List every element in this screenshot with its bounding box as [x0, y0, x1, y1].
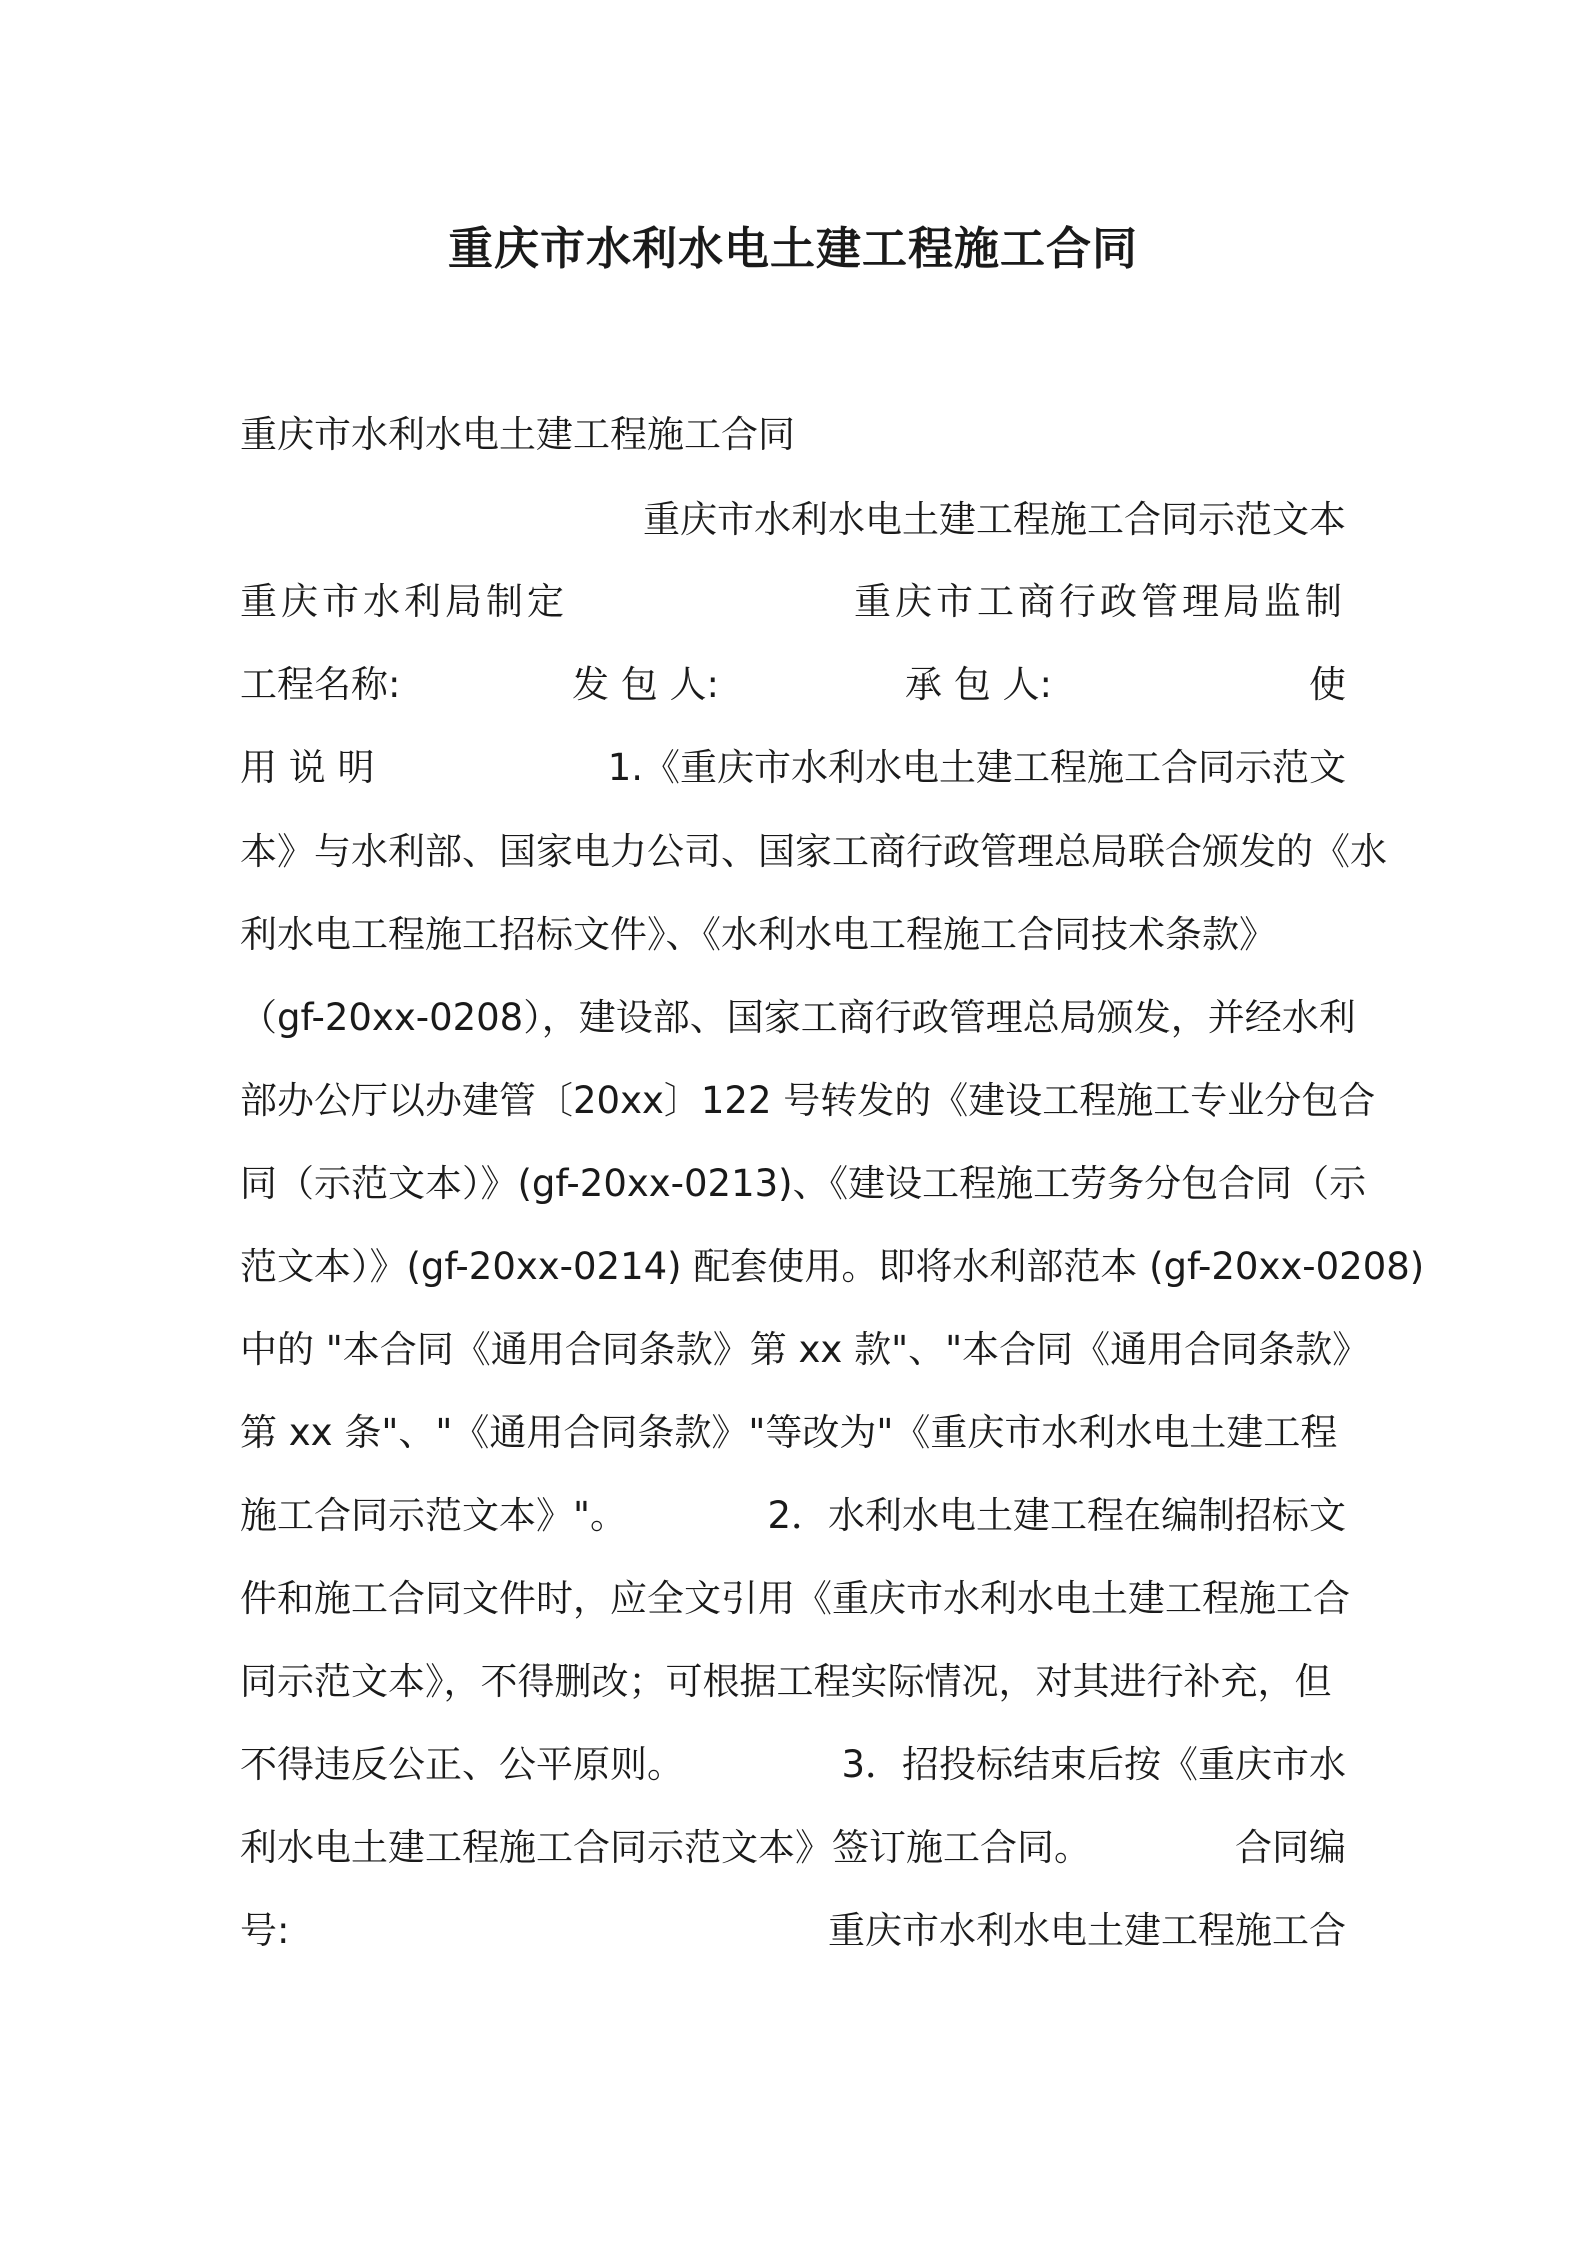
contract-number-prefix: 合同编: [1235, 1826, 1346, 1869]
contract-number-label: 号:: [240, 1909, 290, 1952]
usage-text: 同（示范文本）》(gf-20xx-0213)、《建设工程施工劳务分包合同（示: [240, 1162, 1367, 1205]
usage-text: 部办公厅以办建管〔20xx〕122 号转发的《建设工程施工专业分包合: [240, 1079, 1376, 1122]
usage-text: （gf-20xx-0208），建设部、国家工商行政管理总局颁发，并经水利: [240, 996, 1356, 1039]
sample-text-name: 重庆市水利水电土建工程施工合同示范文本: [643, 498, 1346, 541]
issuer-row: [240, 572, 1346, 632]
usage-text: 利水电工程施工招标文件》、《水利水电工程施工合同技术条款》: [240, 913, 1276, 956]
usage-text: 本》与水利部、国家电力公司、国家工商行政管理总局联合颁发的《水: [240, 830, 1387, 873]
document-subtitle: 重庆市水利水电土建工程施工合同: [240, 413, 795, 456]
usage-text: 中的 "本合同《通用合同条款》第 xx 款"、"本合同《通用合同条款》: [240, 1328, 1370, 1371]
usage-text: 3．招投标结束后按《重庆市水: [841, 1743, 1346, 1786]
usage-text: 同示范文本》，不得删改；可根据工程实际情况，对其进行补充，但: [240, 1660, 1332, 1703]
usage-text: 范文本）》(gf-20xx-0214) 配套使用。即将水利部范本 (gf-20xx-0208): [240, 1245, 1425, 1288]
usage-row-13: [240, 1735, 1346, 1795]
usage-text: 1.《重庆市水利水电土建工程施工合同示范文: [607, 746, 1346, 789]
usage-row-1: [240, 738, 1346, 798]
fields-row: [240, 655, 1346, 715]
employer-label: 发 包 人:: [572, 663, 719, 706]
usage-text: 第 xx 条"、"《通用合同条款》"等改为"《重庆市水利水电土建工程: [240, 1411, 1338, 1454]
usage-text: 利水电土建工程施工合同示范文本》签订施工合同。: [240, 1826, 1091, 1869]
usage-text: 2．水利水电土建工程在编制招标文: [767, 1494, 1346, 1537]
usage-text: 件和施工合同文件时，应全文引用《重庆市水利水电土建工程施工合: [240, 1577, 1350, 1620]
usage-prefix: 使: [1309, 663, 1346, 706]
usage-row-14: [240, 1818, 1346, 1878]
document-title: 重庆市水利水电土建工程施工合同: [447, 222, 1138, 275]
usage-row-15: [240, 1901, 1346, 1961]
contract-title-continued: 重庆市水利水电土建工程施工合: [828, 1909, 1346, 1952]
usage-label: 用 说 明: [240, 746, 375, 789]
issuer-right: 重庆市工商行政管理局监制: [854, 580, 1346, 623]
usage-text: 施工合同示范文本》"。: [240, 1494, 628, 1537]
usage-row-10: [240, 1486, 1346, 1546]
contractor-label: 承 包 人:: [905, 663, 1052, 706]
project-name-label: 工程名称:: [240, 663, 401, 706]
issuer-left: 重庆市水利局制定: [240, 580, 568, 623]
usage-text: 不得违反公正、公平原则。: [240, 1743, 684, 1786]
